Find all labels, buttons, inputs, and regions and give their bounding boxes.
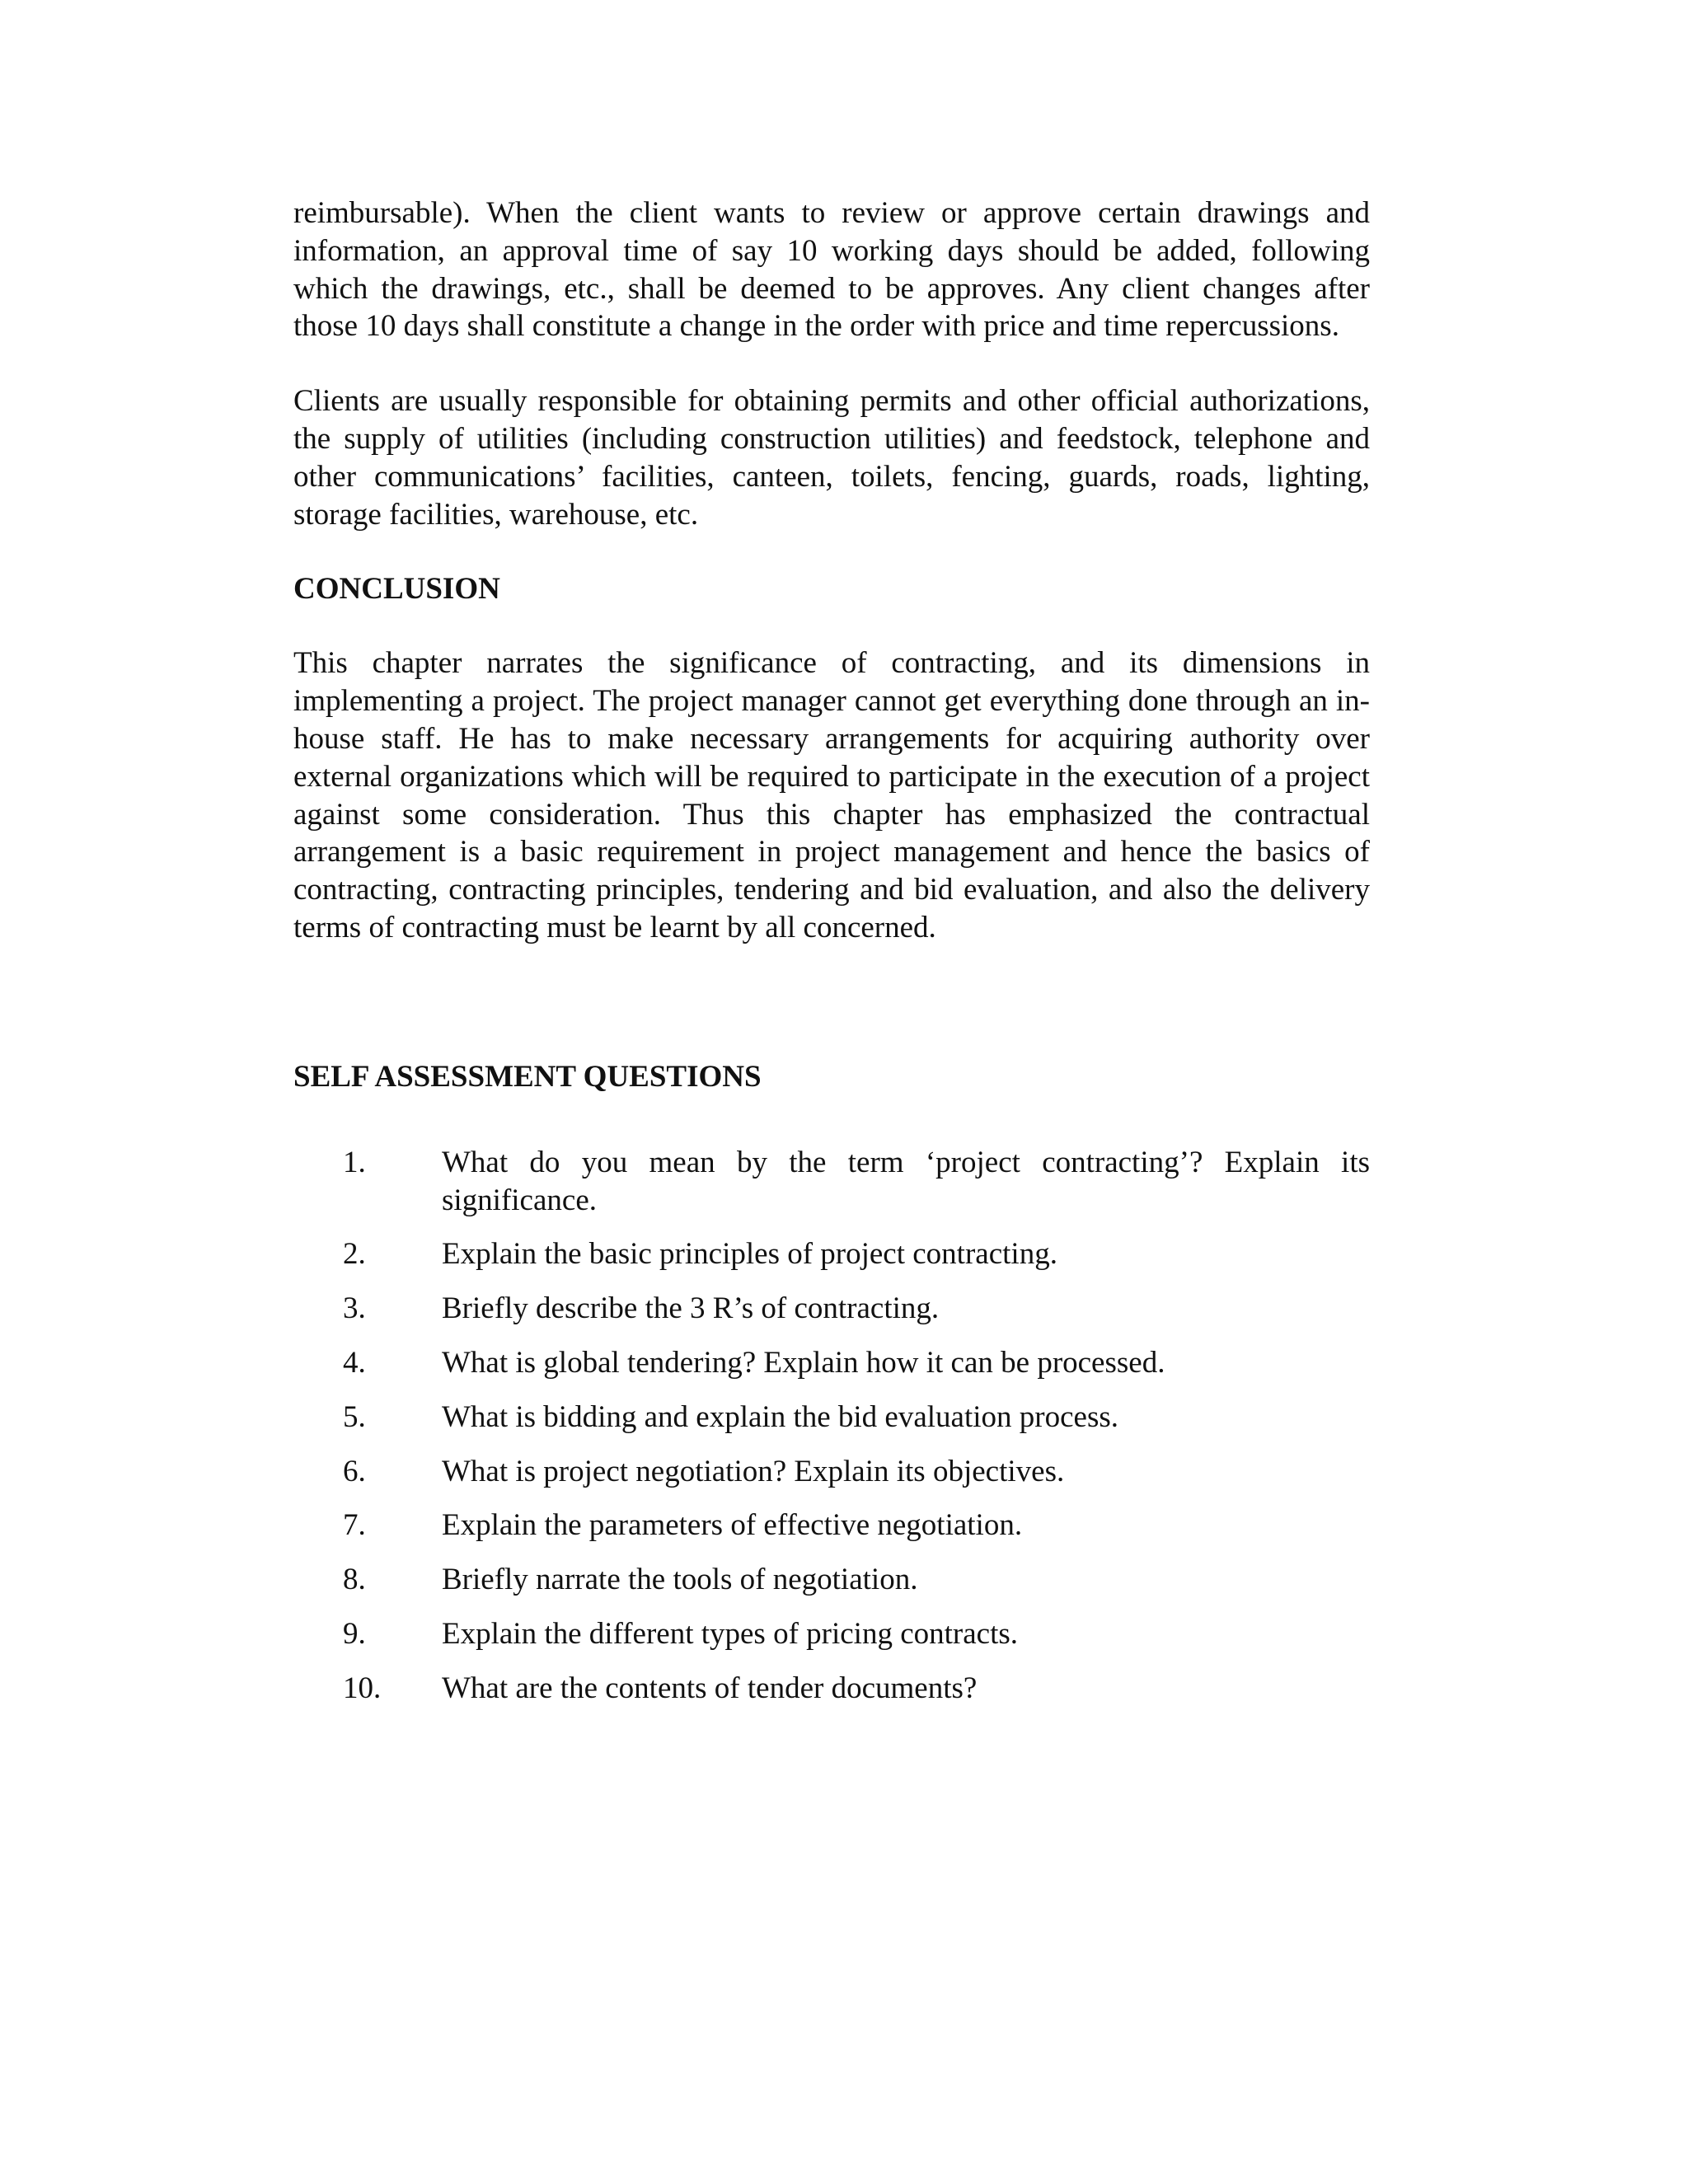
question-text: What do you mean by the term ‘project contracting’? Explain its significance. (442, 1145, 1370, 1217)
question-item (293, 1399, 1370, 1436)
section-heading-self-assessment: SELF ASSESSMENT QUESTIONS (293, 1059, 762, 1094)
question-number: 10. (343, 1671, 382, 1705)
question-item (293, 1615, 1370, 1653)
conclusion-paragraph: This chapter narrates the significance of contracting, and its dimensions in implementing a project. The project manager cannot get everything done through an in-house staff. He has to make necessary arrangements for acquiring authority over external organizations which will be required to participate in the execution of a project against some consideration. Thus this chapter has emphasized the contractual arrangement is a basic requirement in project management and hence the basics of contracting, contracting principles, tendering and bid evaluation, and also the delivery terms of contracting must be learnt by all concerned. (293, 646, 1370, 944)
question-item (293, 1670, 1370, 1708)
body-paragraph: Clients are usually responsible for obtaining permits and other official authorizations, the supply of utilities (including construction utilities) and feedstock, telephone and other communications’ facilities, canteen, toilets, fencing, guards, roads, lighting, storage facilities, warehouse, etc. (293, 384, 1370, 532)
document-page (293, 194, 1370, 1724)
question-number: 1. (343, 1145, 366, 1179)
question-text: Explain the different types of pricing contracts. (442, 1616, 1019, 1651)
question-item (293, 1453, 1370, 1491)
question-text: What is global tendering? Explain how it can be processed. (442, 1345, 1165, 1380)
question-number: 3. (343, 1291, 366, 1326)
question-text: What is bidding and explain the bid evaluation process. (442, 1399, 1118, 1434)
question-number: 2. (343, 1237, 366, 1272)
question-text: Briefly narrate the tools of negotiation. (442, 1563, 918, 1597)
question-item (293, 1561, 1370, 1599)
question-item (293, 1144, 1370, 1220)
question-number: 7. (343, 1508, 366, 1543)
question-item (293, 1507, 1370, 1544)
question-item (293, 1290, 1370, 1328)
question-item (293, 1344, 1370, 1382)
section-heading-conclusion: CONCLUSION (293, 572, 500, 607)
question-number: 9. (343, 1616, 366, 1651)
question-item (293, 1235, 1370, 1273)
question-number: 5. (343, 1399, 366, 1434)
question-text: Briefly describe the 3 R’s of contracting. (442, 1291, 940, 1326)
question-text: What is project negotiation? Explain its objectives. (442, 1454, 1065, 1488)
body-paragraph: reimbursable). When the client wants to review or approve certain drawings and information, an approval time of say 10 working days should be added, following which the drawings, etc., shall be deemed to be approves. Any client changes after those 10 days shall constitute a change in the order with price and time repercussions. (293, 196, 1370, 344)
question-number: 8. (343, 1563, 366, 1597)
question-number: 6. (343, 1454, 366, 1488)
question-text: Explain the parameters of effective negotiation. (442, 1508, 1023, 1543)
question-text: Explain the basic principles of project contracting. (442, 1237, 1057, 1272)
question-text: What are the contents of tender documents? (442, 1671, 978, 1705)
question-list (293, 1144, 1370, 1708)
question-number: 4. (343, 1345, 366, 1380)
